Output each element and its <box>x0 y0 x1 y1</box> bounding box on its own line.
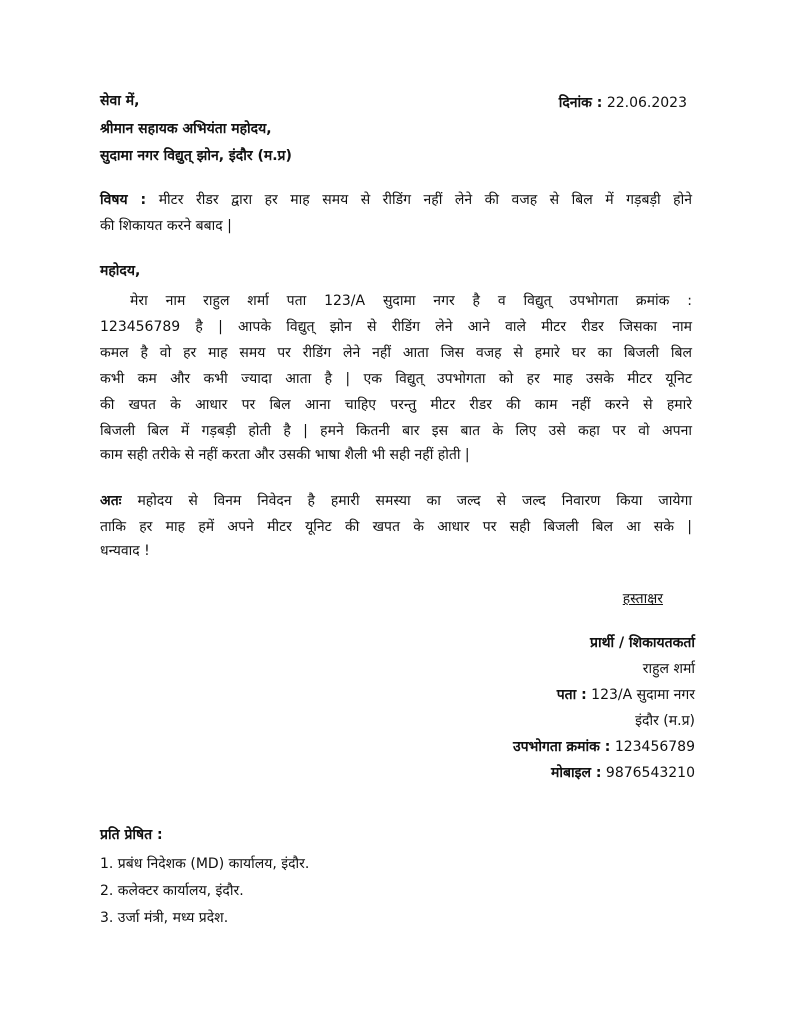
para1-line-2: 123456789 है | आपके विद्युत् झोन से रीडिंग लेने आने वाले मीटर रीडर जिसका नाम <box>100 319 692 335</box>
cc-label: प्रति प्रेषित : <box>100 827 163 843</box>
applicant-role: प्रार्थी / शिकायतकर्ता <box>589 635 695 651</box>
para1-line-4: कभी कम और कभी ज्यादा आता है | एक विद्युत् उपभोगता को हर माह उसके मीटर यूनिट <box>100 371 692 387</box>
signature-label: हस्ताक्षर <box>622 591 663 607</box>
date <box>559 93 687 112</box>
applicant-address-1 <box>557 685 695 704</box>
mobile-number <box>551 763 695 782</box>
address-line-1: 123/A सुदामा नगर <box>591 687 695 703</box>
address-label: पता : <box>556 687 587 703</box>
para1-line-5: की खपत के आधार पर बिल आना चाहिए परन्तु मीटर रीडर की काम नहीं करने से हमारे <box>100 397 692 413</box>
para1-line-1: मेरा नाम राहुल शर्मा पता 123/A सुदामा नगर है व विद्युत् उपभोगता क्रमांक : <box>130 293 692 309</box>
thanks: धन्यवाद ! <box>100 543 150 559</box>
cc-item: 1. प्रबंध निदेशक (MD) कार्यालय, इंदौर. <box>100 856 310 872</box>
mobile-value: 9876543210 <box>605 765 695 781</box>
recipient-address: सुदामा नगर विद्युत् झोन, इंदौर (म.प्र) <box>100 148 292 164</box>
para2-label: अतः <box>100 493 122 509</box>
para2-line-2: ताकि हर माह हमें अपने मीटर यूनिट की खपत के आधार पर सही बिजली बिल आ सके | <box>100 519 692 535</box>
para1-line-3: कमल है वो हर माह समय पर रीडिंग लेने नहीं आता जिस वजह से हमारे घर का बिजली बिल <box>100 345 692 361</box>
para2-text-1: महोदय से विनम निवेदन है हमारी समस्या का जल्द से जल्द निवारण किया जायेगा <box>137 493 692 509</box>
consumer-number <box>513 737 695 756</box>
para1-line-6: बिजली बिल में गड़बड़ी होती है | हमने कितनी बार इस बात के लिए उसे कहा पर वो अपना <box>100 423 692 439</box>
applicant-address-2: इंदौर (म.प्र) <box>635 713 695 729</box>
to-label: सेवा में, <box>100 93 140 109</box>
date-value: 22.06.2023 <box>606 95 687 111</box>
applicant-name: राहुल शर्मा <box>642 661 695 677</box>
cc-item: 2. कलेक्टर कार्यालय, इंदौर. <box>100 883 244 899</box>
subject-label: विषय : <box>100 192 147 208</box>
cc-item: 3. उर्जा मंत्री, मध्य प्रदेश. <box>100 910 229 926</box>
consumer-label: उपभोगता क्रमांक : <box>512 739 611 755</box>
para2-line-1 <box>100 491 692 510</box>
subject-line-2: की शिकायत करने बबाद | <box>100 218 232 234</box>
salutation: महोदय, <box>100 263 141 279</box>
para1-line-7: काम सही तरीके से नहीं करता और उसकी भाषा शैली भी सही नहीं होती | <box>100 447 470 463</box>
subject-text-1: मीटर रीडर द्वारा हर माह समय से रीडिंग नहीं लेने की वजह से बिल में गड़बड़ी होने <box>158 192 692 208</box>
mobile-label: मोबाइल : <box>551 765 602 781</box>
consumer-value: 123456789 <box>614 739 695 755</box>
subject-line-1 <box>100 190 692 209</box>
recipient: श्रीमान सहायक अभियंता महोदय, <box>100 121 272 137</box>
date-label: दिनांक : <box>558 95 603 111</box>
